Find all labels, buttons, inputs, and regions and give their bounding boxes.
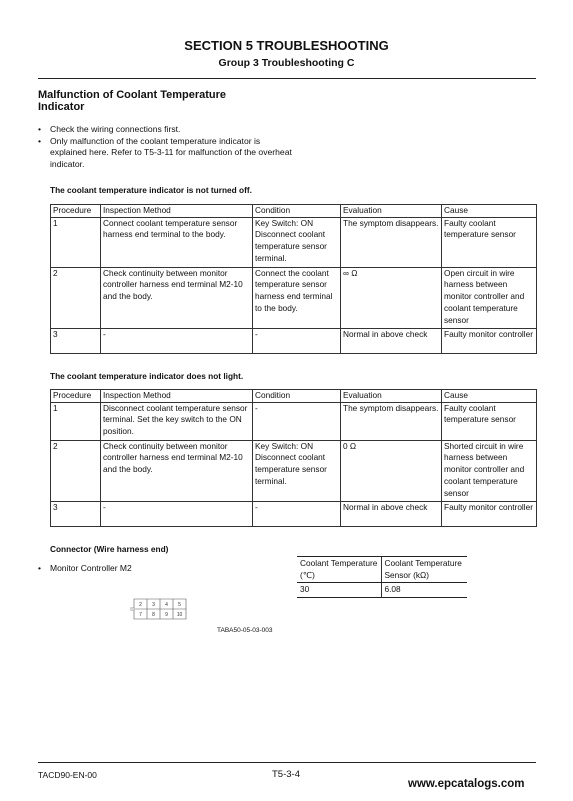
- coolant-temperature-table: [297, 556, 467, 598]
- table-cell: -: [253, 328, 341, 353]
- table-cell: 1: [51, 402, 101, 440]
- figure-id: TABA50-05-03-003: [217, 627, 273, 634]
- table-cell: 2: [51, 267, 101, 328]
- connector-diagram: [128, 597, 192, 621]
- topic-title-line1: Malfunction of Coolant Temperature: [38, 89, 227, 101]
- table-cell: 1: [51, 217, 101, 267]
- document-code: TACD90-EN-00: [38, 770, 97, 780]
- header-cell: Condition: [253, 205, 341, 218]
- connector-bullet-text: Monitor Controller M2: [50, 563, 132, 573]
- pin-label: 2: [139, 602, 142, 608]
- intro-bullet-text: Only malfunction of the coolant temperature indicator is explained here. Refer to T5-3-11 for malfunction of the overheat indicator.: [50, 135, 292, 169]
- pin-label: 4: [165, 602, 168, 608]
- table-cell: -: [101, 328, 253, 353]
- header-cell: Inspection Method: [101, 205, 253, 218]
- table-row: [297, 583, 467, 598]
- header-cell: Evaluation: [341, 205, 442, 218]
- table-row: [51, 440, 537, 501]
- table-cell: 30: [297, 583, 381, 598]
- footer-rule: [38, 762, 536, 763]
- table-cell: Check continuity between monitor controller harness end terminal M2-10 and the body.: [101, 440, 253, 501]
- table-cell: The symptom disappears.: [341, 402, 442, 440]
- table-row: [51, 501, 537, 526]
- header-cell: Procedure: [51, 205, 101, 218]
- table-cell: 2: [51, 440, 101, 501]
- header-cell: Condition: [253, 390, 341, 403]
- header-cell: Cause: [442, 205, 537, 218]
- table-cell: 3: [51, 501, 101, 526]
- header-cell: Evaluation: [341, 390, 442, 403]
- pin-label: 3: [152, 602, 155, 608]
- table1-title: The coolant temperature indicator is not turned off.: [50, 185, 252, 195]
- table-cell: ∞ Ω: [341, 267, 442, 328]
- table-cell: Normal in above check: [341, 501, 442, 526]
- table-header-row: [51, 390, 537, 403]
- table-row: [51, 328, 537, 353]
- table-header-row: [297, 557, 467, 583]
- pin-label: 8: [152, 612, 155, 618]
- watermark: www.epcatalogs.com: [408, 778, 525, 790]
- header-cell: Cause: [442, 390, 537, 403]
- intro-bullet: [38, 124, 298, 136]
- table-cell: The symptom disappears.: [341, 217, 442, 267]
- troubleshooting-table-1: [50, 204, 537, 354]
- table-row: [51, 267, 537, 328]
- pin-label: 7: [139, 612, 142, 618]
- table-cell: -: [253, 501, 341, 526]
- table-cell: 6.08: [381, 583, 467, 598]
- pin-label: 9: [165, 612, 168, 618]
- section-title: SECTION 5 TROUBLESHOOTING: [184, 38, 389, 53]
- table-cell: Key Switch: ON Disconnect coolant temperature sensor terminal.: [253, 217, 341, 267]
- table-cell: Open circuit in wire harness between monitor controller and coolant temperature sensor: [442, 267, 537, 328]
- table-cell: Faulty monitor controller: [442, 328, 537, 353]
- bullet-icon: •: [38, 563, 41, 573]
- intro-bullet-text: Check the wiring connections first.: [50, 124, 181, 134]
- table-row: [51, 402, 537, 440]
- header-cell: Procedure: [51, 390, 101, 403]
- bullet-icon: •: [38, 135, 42, 146]
- table2-title: The coolant temperature indicator does not light.: [50, 371, 244, 381]
- table-cell: Shorted circuit in wire harness between monitor controller and coolant temperature sensor: [442, 440, 537, 501]
- header-cell: Coolant Temperature (℃): [297, 557, 381, 583]
- table-cell: Connect coolant temperature sensor harness end terminal to the body.: [101, 217, 253, 267]
- page-number: T5-3-4: [272, 769, 300, 780]
- table-cell: Normal in above check: [341, 328, 442, 353]
- table-cell: Faulty coolant temperature sensor: [442, 217, 537, 267]
- table-cell: Key Switch: ON Disconnect coolant temperature sensor terminal.: [253, 440, 341, 501]
- bullet-icon: •: [38, 124, 42, 134]
- intro-bullets: [38, 124, 298, 170]
- pin-label: 5: [178, 602, 181, 608]
- group-title: Group 3 Troubleshooting C: [218, 57, 355, 69]
- table-cell: -: [101, 501, 253, 526]
- table-cell: -: [253, 402, 341, 440]
- pin-label: 10: [176, 612, 183, 618]
- table-cell: 0 Ω: [341, 440, 442, 501]
- table-row: [51, 217, 537, 267]
- table-cell: 3: [51, 328, 101, 353]
- topic-title: [38, 89, 298, 113]
- header-cell: Inspection Method: [101, 390, 253, 403]
- connector-bullet: [38, 563, 132, 573]
- intro-bullet: [38, 136, 298, 171]
- table-cell: Disconnect coolant temperature sensor terminal. Set the key switch to the ON position.: [101, 402, 253, 440]
- table-cell: Connect the coolant temperature sensor harness end terminal to the body.: [253, 267, 341, 328]
- table-header-row: [51, 205, 537, 218]
- table-cell: Check continuity between monitor controller harness end terminal M2-10 and the body.: [101, 267, 253, 328]
- topic-title-line2: Indicator: [38, 101, 85, 113]
- header-rule: [38, 78, 536, 79]
- troubleshooting-table-2: [50, 389, 537, 527]
- table-cell: Faulty monitor controller: [442, 501, 537, 526]
- connector-heading: Connector (Wire harness end): [50, 544, 169, 554]
- table-cell: Faulty coolant temperature sensor: [442, 402, 537, 440]
- header-cell: Coolant Temperature Sensor (kΩ): [381, 557, 467, 583]
